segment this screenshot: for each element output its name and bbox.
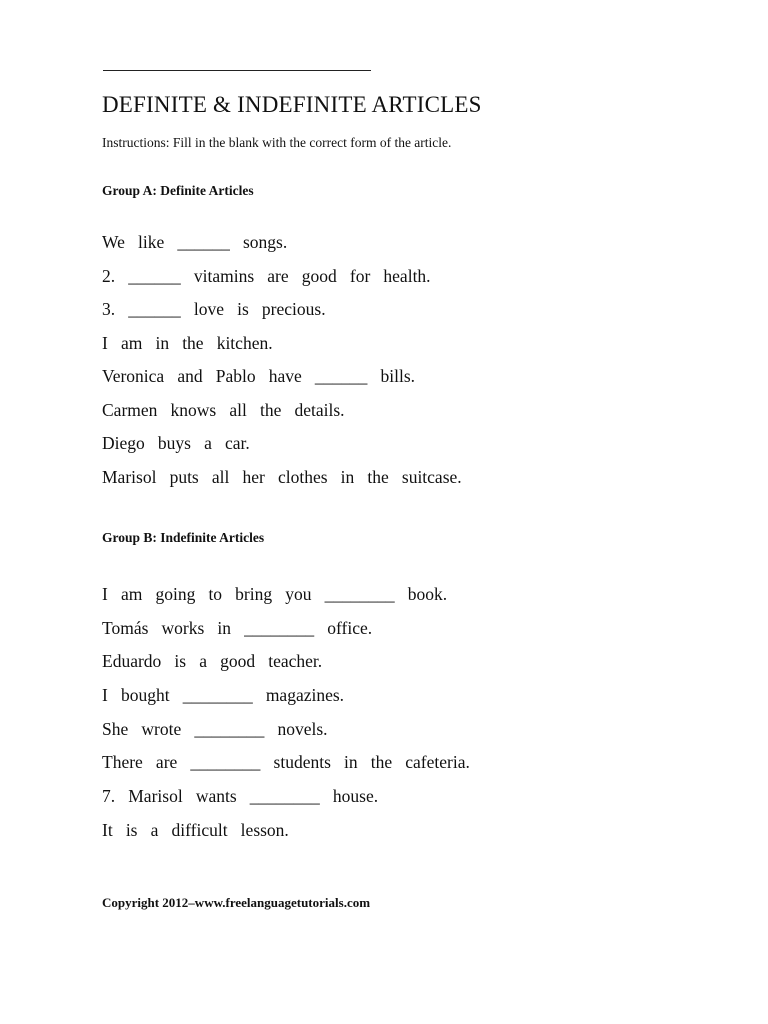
group-b-sentence-6: There are ________ students in the cafeteria.: [102, 752, 470, 772]
group-a-sentence-6: Carmen knows all the details.: [102, 400, 345, 420]
group-b-sentence-7: 7. Marisol wants ________ house.: [102, 786, 379, 806]
group-b-sentence-4: I bought ________ magazines.: [102, 685, 345, 705]
name-blank-line: [103, 70, 371, 71]
group-a-sentence-7: Diego buys a car.: [102, 433, 250, 453]
group-b-sentence-1: I am going to bring you ________ book.: [102, 584, 448, 604]
group-b-sentence-3: Eduardo is a good teacher.: [102, 651, 323, 671]
group-a-heading: Group A: Definite Articles: [102, 183, 254, 198]
group-a-sentence-2: 2. ______ vitamins are good for health.: [102, 266, 431, 286]
group-a-sentence-1: We like ______ songs.: [102, 232, 288, 252]
group-a-sentence-8: Marisol puts all her clothes in the suitcase.: [102, 467, 462, 487]
copyright-footer: Copyright 2012–www.freelanguagetutorials.com: [102, 895, 371, 910]
group-b-sentence-5: She wrote ________ novels.: [102, 719, 328, 739]
worksheet-title: DEFINITE & INDEFINITE ARTICLES: [102, 92, 482, 117]
group-b-sentence-8: It is a difficult lesson.: [102, 820, 289, 840]
group-a-sentence-5: Veronica and Pablo have ______ bills.: [102, 366, 416, 386]
group-a-sentence-3: 3. ______ love is precious.: [102, 299, 326, 319]
instructions-text: Instructions: Fill in the blank with the correct form of the article.: [102, 135, 452, 150]
group-b-heading: Group B: Indefinite Articles: [102, 530, 265, 545]
group-a-sentence-4: I am in the kitchen.: [102, 333, 273, 353]
group-b-sentence-2: Tomás works in ________ office.: [102, 618, 373, 638]
